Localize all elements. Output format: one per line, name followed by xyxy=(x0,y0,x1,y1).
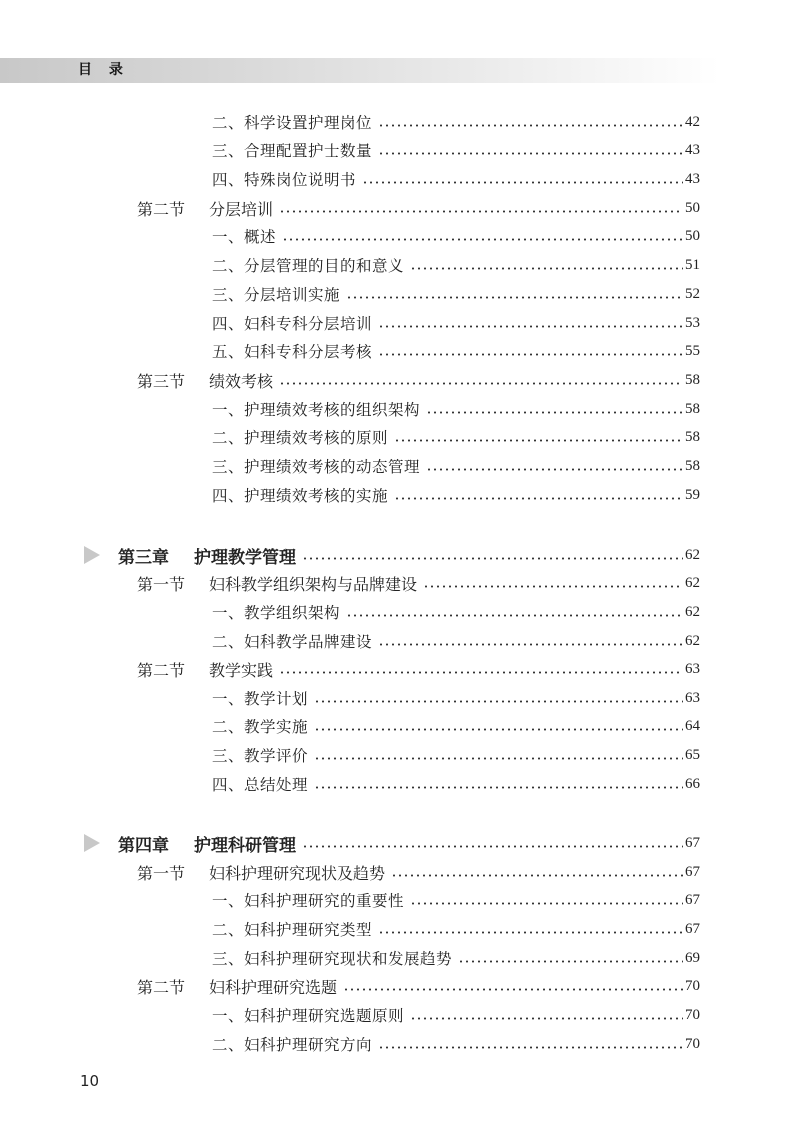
toc-entry-page: 62 xyxy=(685,632,700,649)
toc-entry-title: 四、特殊岗位说明书 xyxy=(212,171,357,189)
toc-subsection-entry[interactable] xyxy=(212,1032,700,1056)
toc-entry-page: 67 xyxy=(685,863,700,880)
toc-entry-title: 二、妇科护理研究类型 xyxy=(212,921,373,939)
dot-leader xyxy=(426,468,683,471)
dot-leader xyxy=(426,411,683,414)
dot-leader xyxy=(378,325,683,328)
toc-entry-label xyxy=(212,340,378,362)
dot-leader xyxy=(314,757,683,760)
dot-leader xyxy=(279,671,683,674)
dot-leader xyxy=(282,238,683,241)
dot-leader xyxy=(279,210,683,213)
toc-entry-label xyxy=(212,111,378,133)
toc-entry-label xyxy=(212,455,426,477)
toc-entry-page: 70 xyxy=(685,1006,700,1023)
toc-section-entry[interactable] xyxy=(137,368,700,392)
toc-subsection-entry[interactable] xyxy=(212,454,700,478)
toc-entry-label xyxy=(118,543,302,568)
toc-entry-label xyxy=(137,975,343,998)
toc-subsection-entry[interactable] xyxy=(212,397,700,421)
toc-subsection-entry[interactable] xyxy=(212,483,700,507)
dot-leader xyxy=(378,1046,683,1049)
toc-entry-page: 51 xyxy=(685,256,700,273)
toc-subsection-entry[interactable] xyxy=(212,714,700,738)
toc-entry-page: 50 xyxy=(685,227,700,244)
toc-chapter-entry[interactable] xyxy=(118,543,700,567)
toc-subsection-entry[interactable] xyxy=(212,772,700,796)
toc-entry-title: 妇科教学组织架构与品牌建设 xyxy=(209,574,418,594)
toc-entry-number: 第一节 xyxy=(137,574,186,594)
toc-entry-label xyxy=(137,658,279,681)
toc-entry-title: 四、总结处理 xyxy=(212,776,309,794)
toc-subsection-entry[interactable] xyxy=(212,1003,700,1027)
toc-entry-page: 70 xyxy=(685,977,700,994)
toc-subsection-entry[interactable] xyxy=(212,311,700,335)
dot-leader xyxy=(302,845,683,848)
dot-leader xyxy=(302,557,683,560)
toc-entry-page: 58 xyxy=(685,400,700,417)
toc-entry-page: 58 xyxy=(685,428,700,445)
toc-entry-page: 43 xyxy=(685,141,700,158)
toc-entry-title: 护理科研管理 xyxy=(194,835,296,856)
toc-entry-title: 妇科护理研究现状及趋势 xyxy=(209,863,386,883)
toc-subsection-entry[interactable] xyxy=(212,425,700,449)
dot-leader xyxy=(378,931,683,934)
toc-entry-label xyxy=(212,601,346,623)
dot-leader xyxy=(394,439,683,442)
toc-entry-title: 三、分层培训实施 xyxy=(212,286,341,304)
toc-entry-title: 三、护理绩效考核的动态管理 xyxy=(212,458,421,476)
toc-entry-label xyxy=(137,369,279,392)
toc-subsection-entry[interactable] xyxy=(212,167,700,191)
toc-entry-title: 妇科护理研究选题 xyxy=(209,977,338,997)
toc-chapter-entry[interactable] xyxy=(118,831,700,855)
toc-entry-label xyxy=(212,773,314,795)
toc-entry-label xyxy=(212,947,458,969)
toc-entry-page: 43 xyxy=(685,170,700,187)
dot-leader xyxy=(378,152,683,155)
toc-entry-title: 二、妇科护理研究方向 xyxy=(212,1036,373,1054)
page-number: 10 xyxy=(80,1072,100,1090)
toc-entry-page: 65 xyxy=(685,746,700,763)
toc-entry-label xyxy=(212,715,314,737)
toc-entry-page: 53 xyxy=(685,314,700,331)
toc-entry-title: 一、概述 xyxy=(212,228,277,246)
toc-entry-page: 69 xyxy=(685,949,700,966)
toc-section-entry[interactable] xyxy=(137,571,700,595)
toc-entry-page: 62 xyxy=(685,603,700,620)
toc-entry-title: 一、教学计划 xyxy=(212,690,309,708)
dot-leader xyxy=(410,902,683,905)
toc-entry-page: 67 xyxy=(685,920,700,937)
toc-entry-page: 58 xyxy=(685,371,700,388)
toc-entry-page: 62 xyxy=(685,574,700,591)
toc-subsection-entry[interactable] xyxy=(212,686,700,710)
toc-entry-page: 63 xyxy=(685,660,700,677)
toc-entry-page: 55 xyxy=(685,342,700,359)
dot-leader xyxy=(346,614,683,617)
toc-subsection-entry[interactable] xyxy=(212,253,700,277)
dot-leader xyxy=(314,786,683,789)
toc-entry-page: 52 xyxy=(685,285,700,302)
dot-leader xyxy=(279,382,683,385)
toc-entry-page: 42 xyxy=(685,113,700,130)
toc-entry-title: 三、合理配置护士数量 xyxy=(212,142,373,160)
toc-entry-title: 二、教学实施 xyxy=(212,718,309,736)
toc-entry-label xyxy=(212,630,378,652)
toc-entry-page: 64 xyxy=(685,717,700,734)
toc-entry-label xyxy=(212,744,314,766)
dot-leader xyxy=(458,960,683,963)
toc-entry-label xyxy=(212,254,410,276)
toc-entry-title: 一、妇科护理研究的重要性 xyxy=(212,892,405,910)
toc-entry-label xyxy=(137,861,391,884)
toc-entry-number: 第二节 xyxy=(137,660,186,680)
toc-entry-title: 三、教学评价 xyxy=(212,747,309,765)
toc-entry-label xyxy=(212,283,346,305)
toc-entry-label xyxy=(212,687,314,709)
dot-leader xyxy=(314,700,683,703)
toc-section-entry[interactable] xyxy=(137,974,700,998)
toc-entry-title: 教学实践 xyxy=(209,660,274,680)
toc-entry-title: 二、妇科教学品牌建设 xyxy=(212,633,373,651)
dot-leader xyxy=(378,124,683,127)
toc-entry-title: 分层培训 xyxy=(209,199,274,219)
toc-entry-number: 第二节 xyxy=(137,977,186,997)
toc-entry-label xyxy=(212,1004,410,1026)
toc-section-entry[interactable] xyxy=(137,860,700,884)
toc-subsection-entry[interactable] xyxy=(212,917,700,941)
toc-subsection-entry[interactable] xyxy=(212,629,700,653)
toc-entry-label xyxy=(118,831,302,856)
toc-section-entry[interactable] xyxy=(137,196,700,220)
toc-entry-number: 第二节 xyxy=(137,199,186,219)
toc-entry-page: 59 xyxy=(685,486,700,503)
toc-entry-title: 绩效考核 xyxy=(209,371,274,391)
toc-entry-number: 第一节 xyxy=(137,863,186,883)
toc-entry-label xyxy=(212,426,394,448)
toc-entry-label xyxy=(137,197,279,220)
dot-leader xyxy=(362,181,683,184)
dot-leader xyxy=(391,874,683,877)
toc-entry-title: 二、护理绩效考核的原则 xyxy=(212,429,389,447)
chapter-arrow-icon xyxy=(84,546,100,564)
toc-subsection-entry[interactable] xyxy=(212,282,700,306)
toc-entry-number: 第四章 xyxy=(118,835,169,856)
toc-entry-label xyxy=(212,918,378,940)
toc-entry-title: 一、妇科护理研究选题原则 xyxy=(212,1007,405,1025)
toc-entry-title: 护理教学管理 xyxy=(194,547,296,568)
page-header-title: 目 录 xyxy=(78,62,129,78)
toc-subsection-entry[interactable] xyxy=(212,600,700,624)
toc-entry-page: 62 xyxy=(685,546,700,563)
toc-entry-title: 一、护理绩效考核的组织架构 xyxy=(212,401,421,419)
toc-subsection-entry[interactable] xyxy=(212,138,700,162)
toc-entry-page: 66 xyxy=(685,775,700,792)
toc-entry-title: 三、妇科护理研究现状和发展趋势 xyxy=(212,950,453,968)
toc-subsection-entry[interactable] xyxy=(212,743,700,767)
dot-leader xyxy=(423,585,683,588)
dot-leader xyxy=(378,643,683,646)
toc-entry-label xyxy=(212,312,378,334)
toc-subsection-entry[interactable] xyxy=(212,339,700,363)
toc-entry-page: 58 xyxy=(685,457,700,474)
dot-leader xyxy=(314,728,683,731)
toc-entry-label xyxy=(212,1033,378,1055)
toc-entry-number: 第三章 xyxy=(118,547,169,568)
toc-subsection-entry[interactable] xyxy=(212,888,700,912)
dot-leader xyxy=(394,497,683,500)
toc-entry-title: 二、分层管理的目的和意义 xyxy=(212,257,405,275)
toc-entry-label xyxy=(212,889,410,911)
dot-leader xyxy=(410,267,683,270)
toc-entry-label xyxy=(212,484,394,506)
toc-entry-title: 四、妇科专科分层培训 xyxy=(212,315,373,333)
dot-leader xyxy=(343,988,683,991)
toc-entry-label xyxy=(137,572,423,595)
toc-entry-label xyxy=(212,168,362,190)
toc-subsection-entry[interactable] xyxy=(212,224,700,248)
toc-entry-page: 67 xyxy=(685,891,700,908)
toc-entry-label xyxy=(212,139,378,161)
toc-entry-title: 四、护理绩效考核的实施 xyxy=(212,487,389,505)
toc-subsection-entry[interactable] xyxy=(212,946,700,970)
toc-subsection-entry[interactable] xyxy=(212,110,700,134)
toc-entry-title: 一、教学组织架构 xyxy=(212,604,341,622)
toc-entry-page: 50 xyxy=(685,199,700,216)
toc-entry-number: 第三节 xyxy=(137,371,186,391)
chapter-arrow-icon xyxy=(84,834,100,852)
toc-section-entry[interactable] xyxy=(137,657,700,681)
toc-entry-title: 二、科学设置护理岗位 xyxy=(212,114,373,132)
toc-entry-page: 63 xyxy=(685,689,700,706)
toc-entry-page: 70 xyxy=(685,1035,700,1052)
toc-entry-page: 67 xyxy=(685,834,700,851)
dot-leader xyxy=(378,353,683,356)
toc-entry-title: 五、妇科专科分层考核 xyxy=(212,343,373,361)
toc-entry-label xyxy=(212,225,282,247)
dot-leader xyxy=(346,296,683,299)
dot-leader xyxy=(410,1017,683,1020)
toc-entry-label xyxy=(212,398,426,420)
